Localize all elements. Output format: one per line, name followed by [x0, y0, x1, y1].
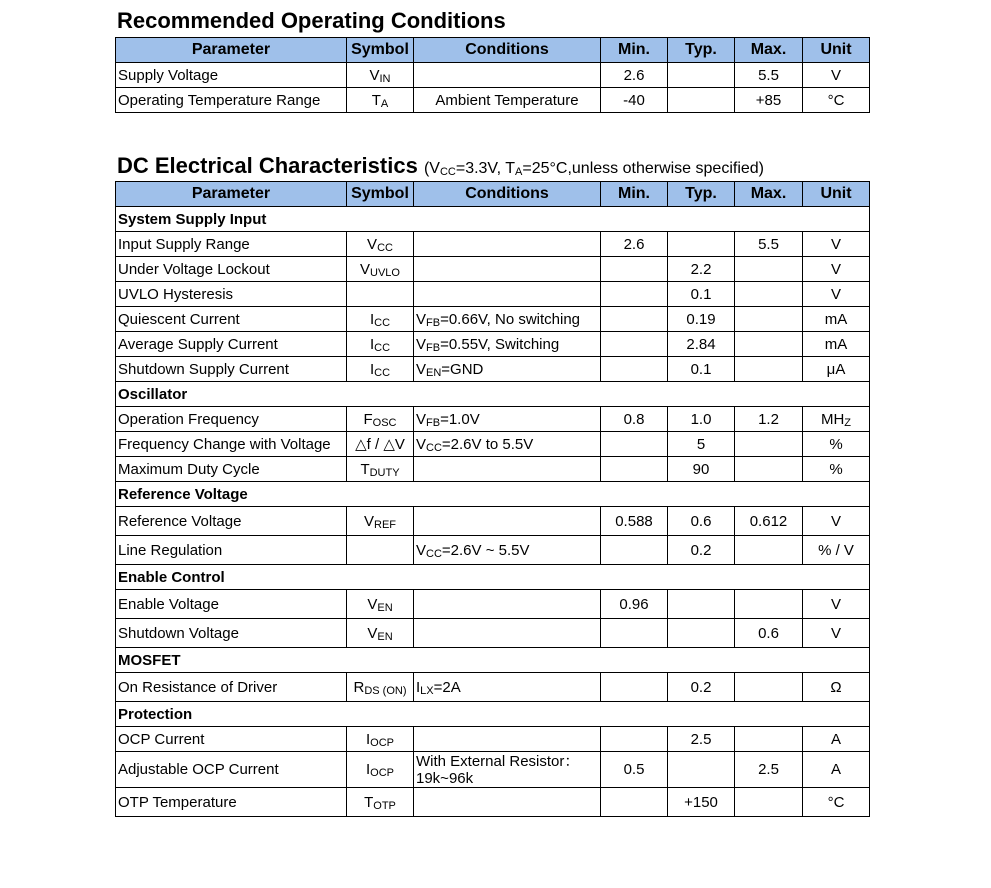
column-header: Conditions [414, 182, 601, 207]
conditions-cell: $V_{EN}=GND$ [414, 357, 601, 382]
table-row [116, 257, 870, 282]
typ-cell: 5 [668, 432, 735, 457]
parameter-cell: Line Regulation [116, 536, 347, 565]
min-cell [601, 536, 668, 565]
max-cell: 0.6 [735, 619, 803, 648]
subscript: CC [374, 366, 391, 379]
max-cell: 1.2 [735, 407, 803, 432]
column-header: Parameter [116, 182, 347, 207]
max-cell: 5.5 [735, 232, 803, 257]
table-row [116, 788, 870, 817]
conditions-cell: $V_{FB}=1.0V$ [414, 407, 601, 432]
min-cell [601, 307, 668, 332]
typ-cell: 90 [668, 457, 735, 482]
table-row [116, 727, 870, 752]
parameter-cell: Supply Voltage [116, 63, 347, 88]
unit-cell: Ω [803, 673, 870, 702]
subscript: DUTY [369, 466, 400, 479]
subscript: Z [844, 416, 852, 429]
parameter-cell: On Resistance of Driver [116, 673, 347, 702]
subscript: A [380, 97, 389, 110]
conditions-cell: Ambient Temperature [414, 88, 601, 113]
min-cell: 0.588 [601, 507, 668, 536]
table-row [116, 357, 870, 382]
max-cell: 2.5 [735, 752, 803, 788]
symbol-cell [347, 282, 414, 307]
roc-title: Recommended Operating Conditions [117, 8, 506, 33]
unit-cell: $MH_Z$ [803, 407, 870, 432]
symbol-cell [347, 536, 414, 565]
unit-cell: A [803, 752, 870, 788]
subscript: CC [374, 341, 391, 354]
table-row [116, 332, 870, 357]
parameter-cell: Input Supply Range [116, 232, 347, 257]
min-cell [601, 257, 668, 282]
max-cell [735, 282, 803, 307]
section-row [116, 565, 870, 590]
typ-cell [668, 619, 735, 648]
typ-cell: 0.1 [668, 357, 735, 382]
min-cell: 0.96 [601, 590, 668, 619]
section-label: MOSFET [116, 648, 870, 673]
section-label: Enable Control [116, 565, 870, 590]
typ-cell: 0.6 [668, 507, 735, 536]
subscript: EN [426, 366, 442, 379]
conditions-cell: $V_{FB}=0.66V$, No switching [414, 307, 601, 332]
dc-title: DC Electrical Characteristics ($V_{CC}=3.3V$, $T_A=25^\circ C,unless$ otherwise specified) [117, 153, 764, 178]
max-cell [735, 307, 803, 332]
min-cell: 2.6 [601, 232, 668, 257]
symbol-cell: $V_{CC}$ [347, 232, 414, 257]
min-cell [601, 727, 668, 752]
parameter-cell: Average Supply Current [116, 332, 347, 357]
unit-cell: V [803, 257, 870, 282]
table-row [116, 88, 870, 113]
subscript: FB [426, 316, 441, 329]
column-header: Max. [735, 38, 803, 63]
min-cell: 0.5 [601, 752, 668, 788]
column-header: Conditions [414, 38, 601, 63]
parameter-cell: Enable Voltage [116, 590, 347, 619]
symbol-cell: $I_{CC}$ [347, 332, 414, 357]
unit-cell: V [803, 232, 870, 257]
section-row [116, 648, 870, 673]
symbol-cell: $T_{DUTY}$ [347, 457, 414, 482]
table-row [116, 457, 870, 482]
table-row [116, 507, 870, 536]
min-cell [601, 457, 668, 482]
max-cell [735, 727, 803, 752]
typ-cell: 2.2 [668, 257, 735, 282]
parameter-cell: Reference Voltage [116, 507, 347, 536]
conditions-cell [414, 257, 601, 282]
unit-cell: % / V [803, 536, 870, 565]
column-header: Typ. [668, 182, 735, 207]
parameter-cell: Maximum Duty Cycle [116, 457, 347, 482]
subscript: DS (ON) [364, 684, 407, 697]
subscript: CC [374, 316, 391, 329]
column-header: Parameter [116, 38, 347, 63]
max-cell [735, 788, 803, 817]
subscript: REF [374, 518, 396, 531]
table-row [116, 282, 870, 307]
conditions-cell [414, 282, 601, 307]
symbol-cell: $I_{CC}$ [347, 307, 414, 332]
unit-cell: mA [803, 332, 870, 357]
unit-cell: μA [803, 357, 870, 382]
subscript: OTP [373, 799, 396, 812]
symbol-cell: △f / △V [347, 432, 414, 457]
unit-cell: V [803, 507, 870, 536]
column-header: Min. [601, 182, 668, 207]
unit-cell: V [803, 590, 870, 619]
typ-cell: 2.84 [668, 332, 735, 357]
conditions-cell [414, 727, 601, 752]
unit-cell: °C [803, 88, 870, 113]
subscript: UVLO [370, 266, 400, 279]
parameter-cell: Adjustable OCP Current [116, 752, 347, 788]
section-label: Oscillator [116, 382, 870, 407]
symbol-cell: $V_{EN}$ [347, 590, 414, 619]
subscript: CC [377, 241, 393, 254]
column-header: Unit [803, 38, 870, 63]
column-header: Min. [601, 38, 668, 63]
max-cell [735, 457, 803, 482]
min-cell: -40 [601, 88, 668, 113]
table-row [116, 232, 870, 257]
symbol-cell: $F_{OSC}$ [347, 407, 414, 432]
typ-cell: 0.2 [668, 536, 735, 565]
typ-cell [668, 63, 735, 88]
dc-subtitle: ($V_{CC}=3.3V$, $T_A=25^\circ C,unless$ otherwise specified) [423, 160, 764, 178]
parameter-cell: OTP Temperature [116, 788, 347, 817]
symbol-cell: $I_{OCP}$ [347, 727, 414, 752]
max-cell [735, 357, 803, 382]
parameter-cell: Under Voltage Lockout [116, 257, 347, 282]
subscript: CC [439, 166, 456, 178]
conditions-cell: $V_{CC}=2.6V$ to 5.5V [414, 432, 601, 457]
min-cell [601, 432, 668, 457]
subscript: FB [426, 341, 441, 354]
max-cell: 5.5 [735, 63, 803, 88]
min-cell: 2.6 [601, 63, 668, 88]
recommended-operating-conditions-table [115, 37, 870, 113]
subscript: CC [426, 547, 442, 560]
conditions-cell: $V_{FB}=0.55V$, Switching [414, 332, 601, 357]
parameter-cell: Operating Temperature Range [116, 88, 347, 113]
parameter-cell: Operation Frequency [116, 407, 347, 432]
typ-cell [668, 232, 735, 257]
subscript: IN [379, 72, 391, 85]
table-row [116, 752, 870, 788]
header-row [116, 38, 870, 63]
conditions-cell [414, 507, 601, 536]
typ-cell: 0.1 [668, 282, 735, 307]
parameter-cell: OCP Current [116, 727, 347, 752]
section-label: Protection [116, 702, 870, 727]
subscript: CC [426, 441, 442, 454]
column-header: Max. [735, 182, 803, 207]
table-row [116, 619, 870, 648]
column-header: Symbol [347, 182, 414, 207]
conditions-cell [414, 590, 601, 619]
max-cell [735, 673, 803, 702]
table-row [116, 407, 870, 432]
min-cell [601, 332, 668, 357]
typ-cell [668, 752, 735, 788]
parameter-cell: Shutdown Supply Current [116, 357, 347, 382]
conditions-cell: $V_{CC}=2.6V$ ~ 5.5V [414, 536, 601, 565]
max-cell: 0.612 [735, 507, 803, 536]
subscript: LX [420, 684, 434, 697]
typ-cell [668, 88, 735, 113]
max-cell: +85 [735, 88, 803, 113]
min-cell [601, 619, 668, 648]
typ-cell: 0.2 [668, 673, 735, 702]
table-row [116, 536, 870, 565]
subscript: A [515, 166, 523, 178]
table-row [116, 63, 870, 88]
column-header: Symbol [347, 38, 414, 63]
subscript: EN [377, 630, 393, 643]
parameter-cell: Frequency Change with Voltage [116, 432, 347, 457]
subscript: FB [426, 416, 441, 429]
symbol-cell: $R_{DS (ON)}$ [347, 673, 414, 702]
table-row [116, 307, 870, 332]
conditions-cell [414, 788, 601, 817]
min-cell [601, 673, 668, 702]
unit-cell: mA [803, 307, 870, 332]
column-header: Typ. [668, 38, 735, 63]
subscript: EN [377, 601, 393, 614]
symbol-cell: $V_{UVLO}$ [347, 257, 414, 282]
table-row [116, 673, 870, 702]
section-row [116, 207, 870, 232]
section-row [116, 702, 870, 727]
conditions-cell [414, 619, 601, 648]
unit-cell: A [803, 727, 870, 752]
section-label: System Supply Input [116, 207, 870, 232]
header-row [116, 182, 870, 207]
symbol-cell: $I_{OCP}$ [347, 752, 414, 788]
unit-cell: V [803, 282, 870, 307]
max-cell [735, 257, 803, 282]
conditions-cell: With External Resistor：19k~96k [414, 752, 601, 788]
conditions-cell [414, 63, 601, 88]
symbol-cell: $V_{EN}$ [347, 619, 414, 648]
max-cell [735, 432, 803, 457]
section-label: Reference Voltage [116, 482, 870, 507]
column-header: Unit [803, 182, 870, 207]
unit-cell: V [803, 619, 870, 648]
min-cell [601, 788, 668, 817]
unit-cell: % [803, 432, 870, 457]
subscript: OSC [372, 416, 397, 429]
typ-cell: +150 [668, 788, 735, 817]
conditions-cell: $I_{LX}=2A$ [414, 673, 601, 702]
conditions-cell [414, 232, 601, 257]
dc-electrical-characteristics-table [115, 181, 870, 817]
typ-cell: 1.0 [668, 407, 735, 432]
max-cell [735, 536, 803, 565]
parameter-cell: Quiescent Current [116, 307, 347, 332]
table-row [116, 432, 870, 457]
min-cell [601, 357, 668, 382]
section-row [116, 382, 870, 407]
max-cell [735, 590, 803, 619]
unit-cell: % [803, 457, 870, 482]
parameter-cell: UVLO Hysteresis [116, 282, 347, 307]
unit-cell: V [803, 63, 870, 88]
min-cell [601, 282, 668, 307]
typ-cell: 0.19 [668, 307, 735, 332]
unit-cell: °C [803, 788, 870, 817]
subscript: OCP [370, 767, 394, 779]
symbol-cell: $V_{IN}$ [347, 63, 414, 88]
min-cell: 0.8 [601, 407, 668, 432]
parameter-cell: Shutdown Voltage [116, 619, 347, 648]
max-cell [735, 332, 803, 357]
symbol-cell: $I_{CC}$ [347, 357, 414, 382]
subscript: OCP [370, 736, 394, 749]
symbol-cell: $V_{REF}$ [347, 507, 414, 536]
typ-cell: 2.5 [668, 727, 735, 752]
symbol-cell: $T_{OTP}$ [347, 788, 414, 817]
table-row [116, 590, 870, 619]
section-row [116, 482, 870, 507]
symbol-cell: $T_A$ [347, 88, 414, 113]
typ-cell [668, 590, 735, 619]
conditions-cell [414, 457, 601, 482]
